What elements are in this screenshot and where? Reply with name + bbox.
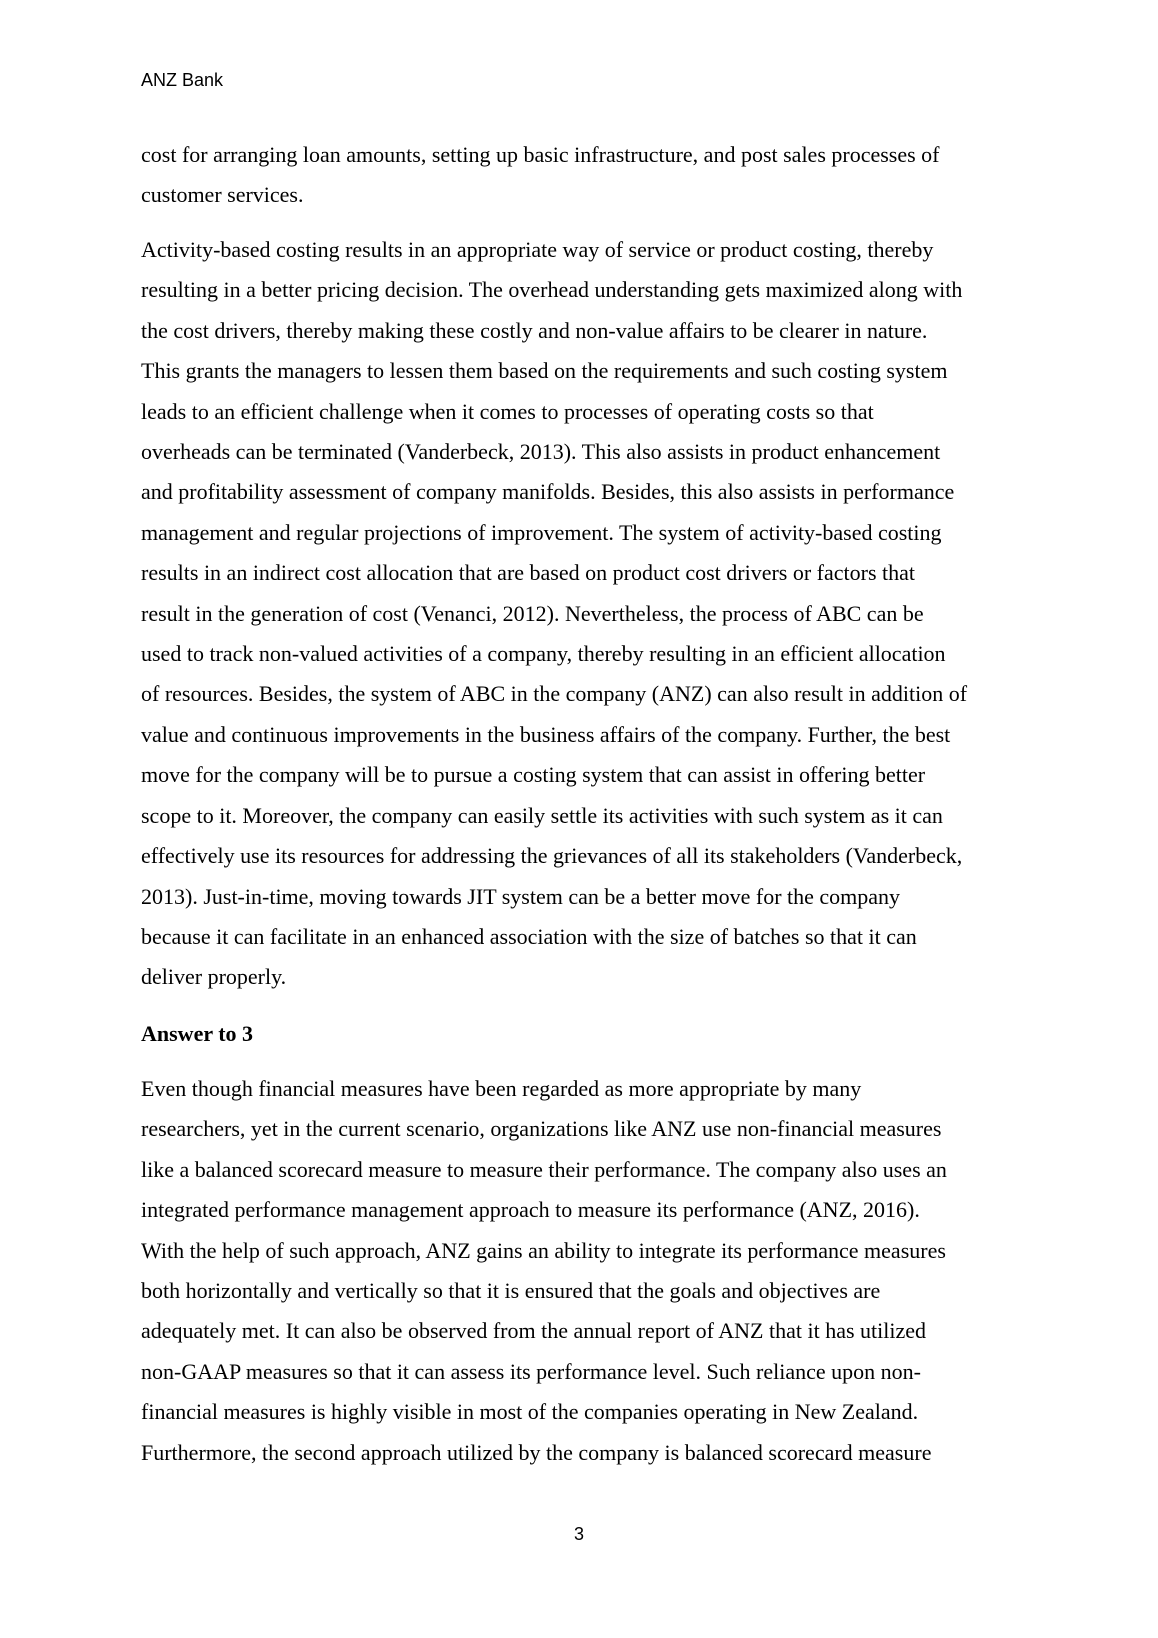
text-line: of resources. Besides, the system of ABC in the company (ANZ) can also result in addition of <box>141 681 968 707</box>
text-line: and profitability assessment of company manifolds. Besides, this also assists in performance <box>141 479 955 505</box>
text-line: result in the generation of cost (Venanci, 2012). Nevertheless, the process of ABC can be <box>141 600 924 626</box>
text-line: value and continuous improvements in the business affairs of the company. Further, the best <box>141 721 951 747</box>
section-heading: Answer to 3 <box>141 1021 254 1046</box>
text-line: non-GAAP measures so that it can assess its performance level. Such reliance upon non- <box>141 1358 921 1384</box>
text-line: effectively use its resources for addressing the grievances of all its stakeholders (Vanderbeck, <box>141 843 963 869</box>
text-line: overheads can be terminated (Vanderbeck, 2013). This also assists in product enhancement <box>141 439 941 465</box>
text-line: resulting in a better pricing decision. The overhead understanding gets maximized along with <box>141 277 963 303</box>
page-header: ANZ Bank <box>141 70 224 90</box>
text-line: results in an indirect cost allocation that are based on product cost drivers or factors that <box>141 560 916 586</box>
text-line: customer services. <box>141 182 304 208</box>
paragraph-2 <box>141 230 967 998</box>
text-line: because it can facilitate in an enhanced association with the size of batches so that it can <box>141 923 917 949</box>
text-line: Even though financial measures have been regarded as more appropriate by many <box>141 1076 862 1101</box>
text-line: scope to it. Moreover, the company can easily settle its activities with such system as it can <box>141 802 943 828</box>
text-line: 2013). Just-in-time, moving towards JIT system can be a better move for the company <box>141 883 901 909</box>
paragraph-1 <box>141 135 940 216</box>
text-line: Activity-based costing results in an appropriate way of service or product costing, thereby <box>141 237 934 262</box>
text-line: With the help of such approach, ANZ gains an ability to integrate its performance measures <box>141 1237 946 1263</box>
text-line: leads to an efficient challenge when it comes to processes of operating costs so that <box>141 398 874 424</box>
text-line: This grants the managers to lessen them based on the requirements and such costing system <box>141 358 948 384</box>
text-line: used to track non-valued activities of a company, thereby resulting in an efficient allocation <box>141 641 946 667</box>
text-line: like a balanced scorecard measure to measure their performance. The company also uses an <box>141 1156 947 1182</box>
text-line: both horizontally and vertically so that it is ensured that the goals and objectives are <box>141 1278 881 1304</box>
text-line: integrated performance management approach to measure its performance (ANZ, 2016). <box>141 1197 920 1223</box>
text-line: adequately met. It can also be observed from the annual report of ANZ that it has utilized <box>141 1318 927 1344</box>
text-line: researchers, yet in the current scenario, organizations like ANZ use non-financial measures <box>141 1116 942 1142</box>
text-line: management and regular projections of improvement. The system of activity-based costing <box>141 519 942 545</box>
text-line: financial measures is highly visible in most of the companies operating in New Zealand. <box>141 1399 919 1425</box>
text-line: cost for arranging loan amounts, setting up basic infrastructure, and post sales processes of <box>141 142 940 167</box>
text-line: deliver properly. <box>141 964 287 990</box>
text-line: the cost drivers, thereby making these costly and non-value affairs to be clearer in nature. <box>141 317 928 343</box>
text-line: Furthermore, the second approach utilized by the company is balanced scorecard measure <box>141 1439 932 1465</box>
page-number: 3 <box>573 1524 584 1544</box>
text-line: move for the company will be to pursue a costing system that can assist in offering better <box>141 762 926 788</box>
paragraph-3 <box>141 1069 947 1473</box>
